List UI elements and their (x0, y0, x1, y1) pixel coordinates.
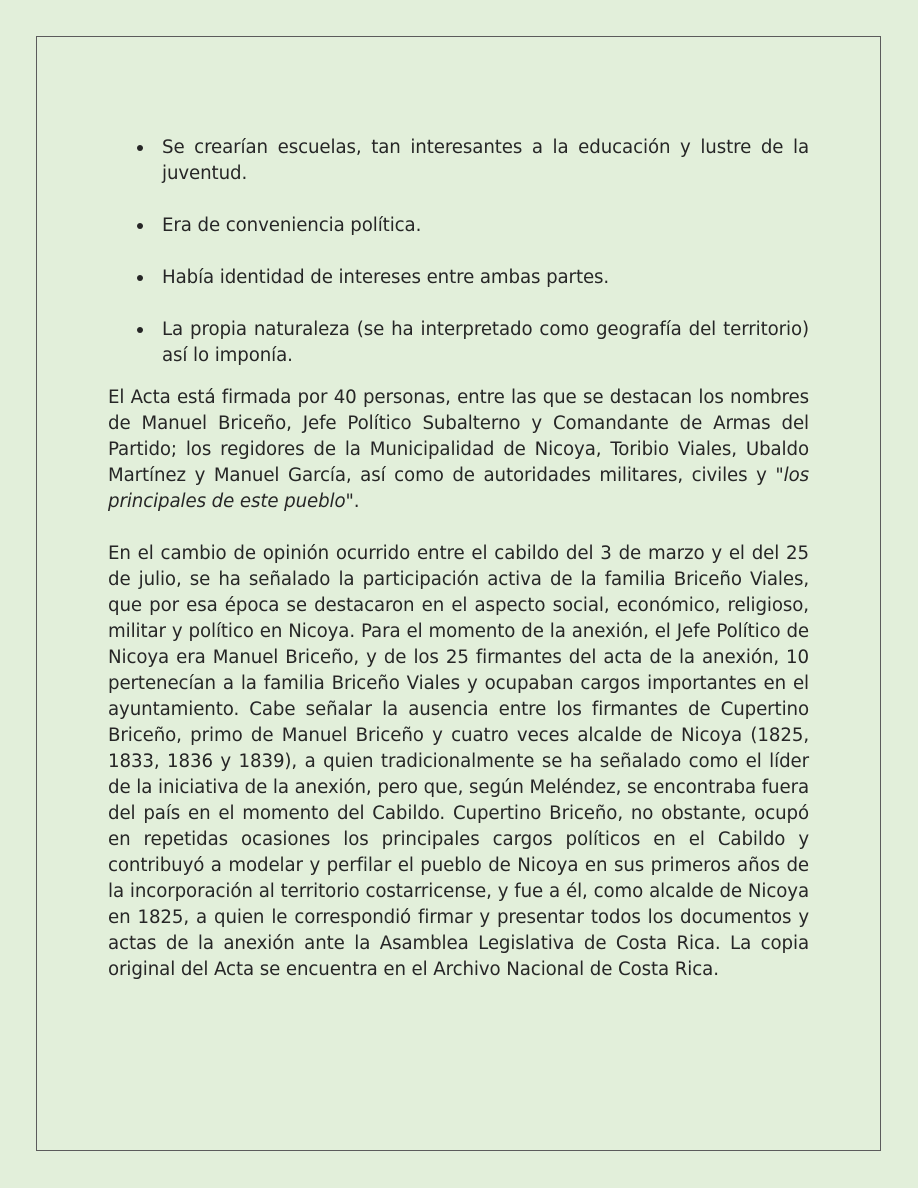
bullet-dot-icon (137, 275, 143, 281)
bullet-dot-icon (137, 327, 143, 333)
paragraph-signatories-end: ". (345, 491, 360, 512)
bullet-item (108, 317, 809, 369)
bullet-dot-icon (137, 223, 143, 229)
document-body (108, 135, 809, 983)
paragraph-signatories-text: El Acta está firmada por 40 personas, entre las que se destacan los nombres de Manuel Briceño, Jefe Político Subalterno y Comandante de Armas del Partido; los regidores de la Municipalidad de Nicoya, Toribio Viales, Ubaldo Martínez y Manuel García, así como de autoridades militares, civiles y " (108, 387, 809, 486)
bullet-text: Era de conveniencia política. (162, 215, 422, 236)
bullet-text: La propia naturaleza (se ha interpretado como geografía del territorio) así lo imponía. (162, 319, 809, 366)
paragraph-briceno-family: En el cambio de opinión ocurrido entre el cabildo del 3 de marzo y el del 25 de julio, se ha señalado la participación activa de la familia Briceño Viales, que por esa época se destacaron en el aspecto social, económico, religioso, militar y político en Nicoya. Para el momento de la anexión, el Jefe Político de Nicoya era Manuel Briceño, y de los 25 firmantes del acta de la anexión, 10 pertenecían a la familia Briceño Viales y ocupaban cargos importantes en el ayuntamiento. Cabe señalar la ausencia entre los firmantes de Cupertino Briceño, primo de Manuel Briceño y cuatro veces alcalde de Nicoya (1825, 1833, 1836 y 1839), a quien tradicionalmente se ha señalado como el líder de la iniciativa de la anexión, pero que, según Meléndez, se encontraba fuera del país en el momento del Cabildo. Cupertino Briceño, no obstante, ocupó en repetidas ocasiones los principales cargos políticos en el Cabildo y contribuyó a modelar y perfilar el pueblo de Nicoya en sus primeros años de la incorporación al territorio costarricense, y fue a él, como alcalde de Nicoya en 1825, a quien le correspondió firmar y presentar todos los documentos y actas de la anexión ante la Asamblea Legislativa de Costa Rica. La copia original del Acta se encuentra en el Archivo Nacional de Costa Rica. (108, 543, 809, 980)
bullet-item (108, 135, 809, 187)
bullet-item (108, 213, 809, 239)
bullet-dot-icon (137, 145, 143, 151)
bullet-list (108, 135, 809, 369)
bullet-item (108, 265, 809, 291)
bullet-text: Se crearían escuelas, tan interesantes a la educación y lustre de la juventud. (162, 137, 809, 184)
bullet-text: Había identidad de intereses entre ambas partes. (162, 267, 610, 288)
paragraph-signatories-quote: los principales de este pueblo (108, 465, 809, 512)
paragraph-signatories (108, 385, 809, 515)
